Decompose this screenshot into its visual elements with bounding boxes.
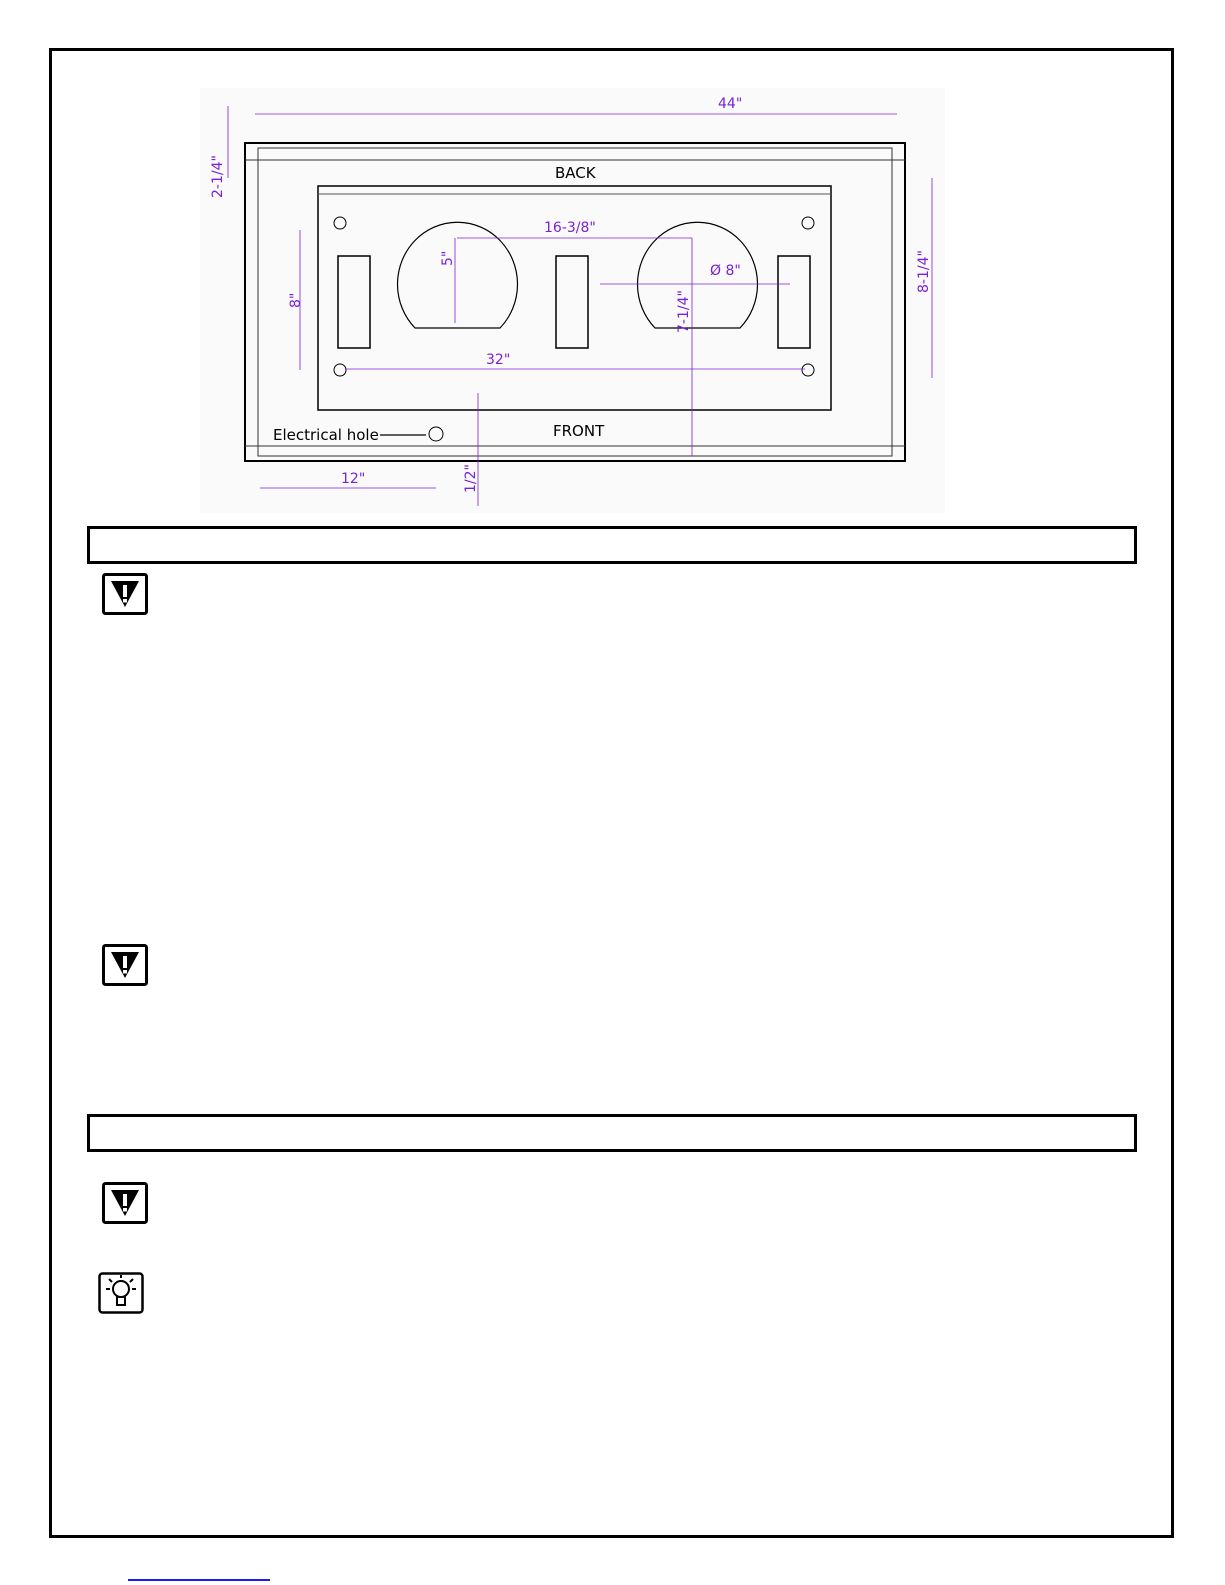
tip-lightbulb-icon bbox=[98, 1272, 144, 1314]
dim-edge-offset: 1/2" bbox=[463, 464, 479, 493]
dim-flange-depth: 2-1/4" bbox=[210, 155, 226, 198]
section-header-bar-2 bbox=[87, 1114, 1137, 1152]
dim-overall-width: 44" bbox=[718, 96, 743, 112]
warning-icon bbox=[102, 1182, 148, 1224]
drawing-svg bbox=[200, 88, 945, 513]
label-back: BACK bbox=[555, 164, 596, 182]
dim-bolt-span: 32" bbox=[486, 352, 511, 368]
label-front: FRONT bbox=[553, 422, 605, 440]
installation-drawing bbox=[200, 88, 945, 513]
warning-icon bbox=[102, 944, 148, 986]
dim-diameter: Ø 8" bbox=[710, 263, 741, 279]
dim-electrical-offset: 12" bbox=[341, 471, 366, 487]
dim-vertical-span: 8" bbox=[288, 292, 304, 308]
dim-right-height: 8-1/4" bbox=[916, 250, 932, 293]
warning-icon bbox=[102, 573, 148, 615]
section-header-bar-1 bbox=[87, 526, 1137, 564]
footer-link-underline bbox=[128, 1579, 270, 1581]
dim-hole-spacing: 16-3/8" bbox=[544, 220, 596, 236]
label-electrical-hole: Electrical hole bbox=[273, 426, 379, 444]
dim-center-to-front: 7-1/4" bbox=[676, 290, 692, 333]
dim-hole-offset: 5" bbox=[440, 250, 456, 266]
